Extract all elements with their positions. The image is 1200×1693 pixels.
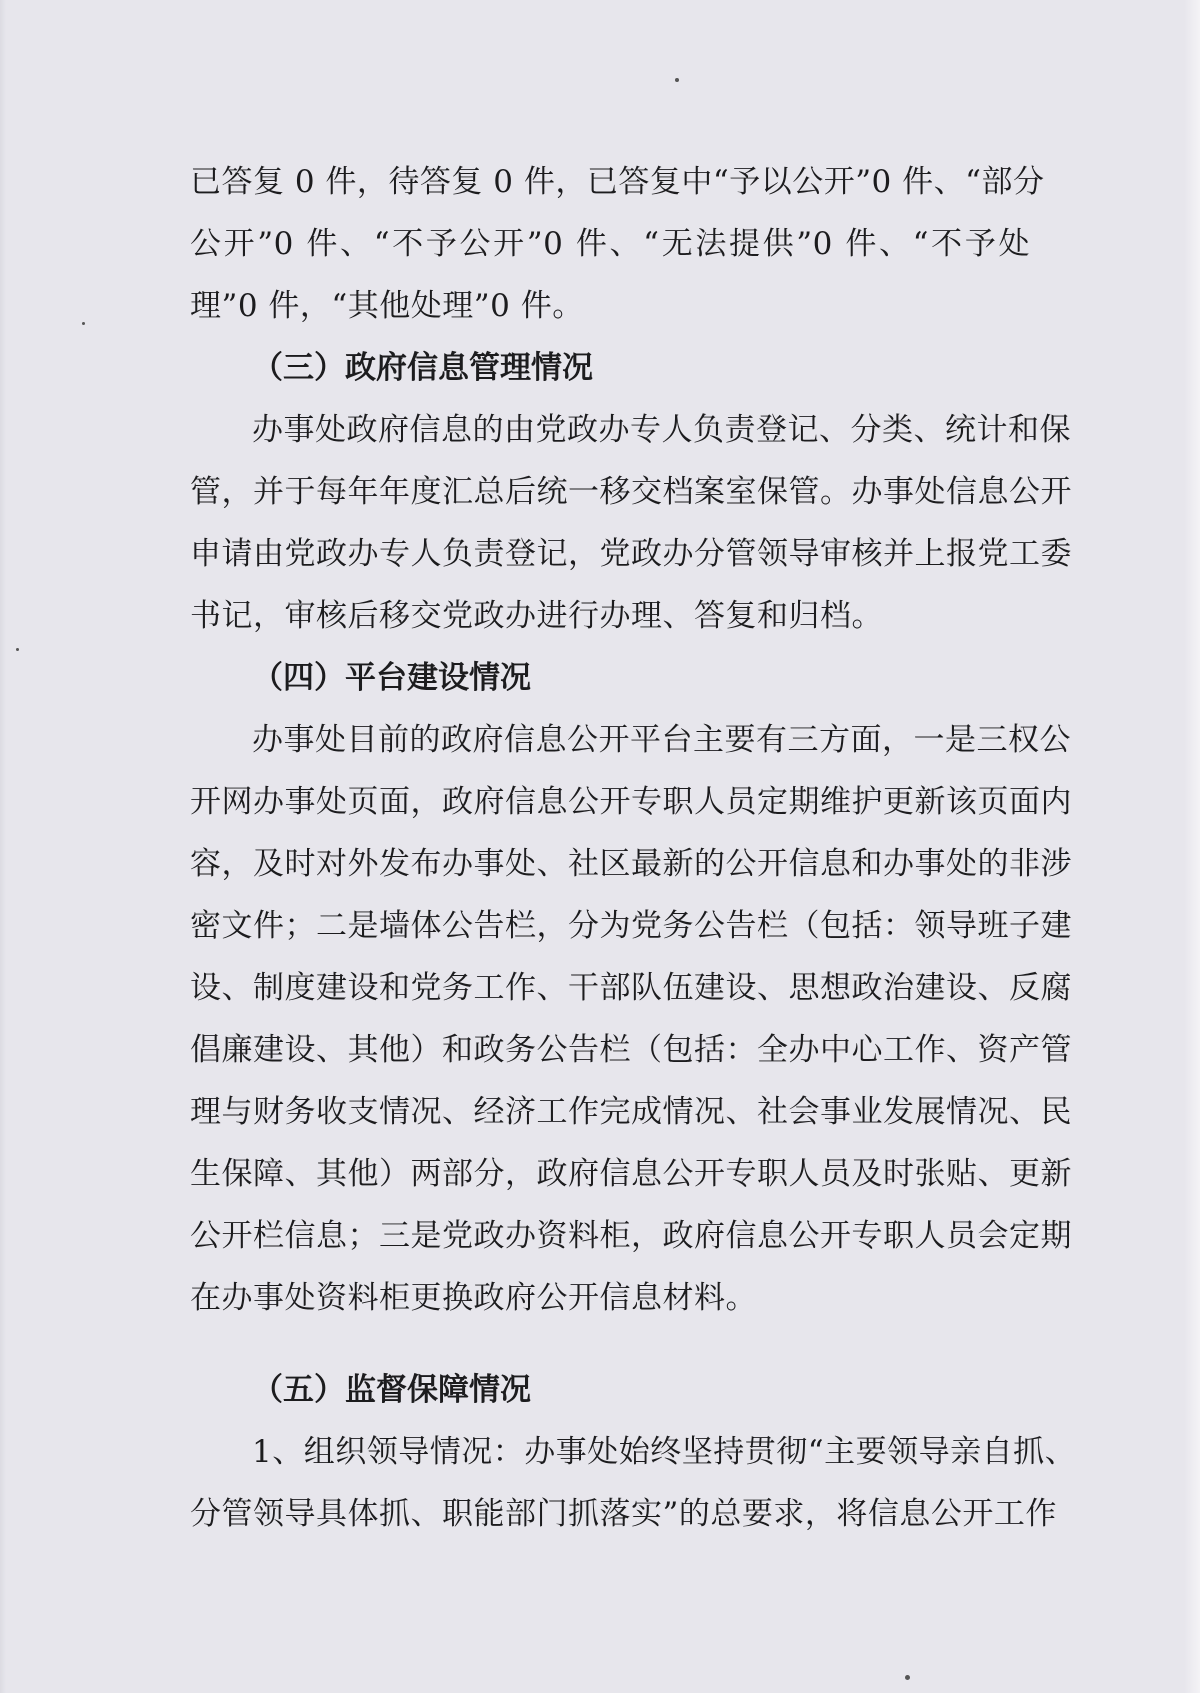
paragraph-line: 设、制度建设和党务工作、干部队伍建设、思想政治建设、反腐: [190, 970, 1072, 1006]
scan-speck: [16, 648, 19, 651]
paragraph-line: 生保障、其他）两部分，政府信息公开专职人员及时张贴、更新: [190, 1156, 1072, 1192]
section-heading-3: （三）政府信息管理情况: [252, 350, 593, 386]
paragraph-line: 公开栏信息；三是党政办资料柜，政府信息公开专职人员会定期: [190, 1218, 1072, 1254]
paragraph-line: 倡廉建设、其他）和政务公告栏（包括：全办中心工作、资产管: [190, 1032, 1072, 1068]
paragraph-line: 在办事处资料柜更换政府公开信息材料。: [190, 1280, 757, 1316]
paragraph-line: 已答复 0 件，待答复 0 件，已答复中“予以公开”0 件、“部分: [190, 164, 1045, 200]
paragraph-line: 管，并于每年年度汇总后统一移交档案室保管。办事处信息公开: [190, 474, 1072, 510]
paragraph-line: 容，及时对外发布办事处、社区最新的公开信息和办事处的非涉: [190, 846, 1072, 882]
scan-speck: [82, 322, 85, 325]
paragraph-line: 理”0 件，“其他处理”0 件。: [190, 288, 584, 324]
section-heading-4: （四）平台建设情况: [252, 660, 531, 696]
paragraph-line: 办事处目前的政府信息公开平台主要有三方面，一是三权公: [252, 722, 1071, 758]
paragraph-line: 书记，审核后移交党政办进行办理、答复和归档。: [190, 598, 883, 634]
paragraph-line: 公开”0 件、“不予公开”0 件、“无法提供”0 件、“不予处: [190, 226, 1030, 262]
paragraph-line: 密文件；二是墙体公告栏，分为党务公告栏（包括：领导班子建: [190, 908, 1072, 944]
scan-speck: [675, 78, 679, 82]
scan-speck: [905, 1675, 910, 1680]
paragraph-line: 办事处政府信息的由党政办专人负责登记、分类、统计和保: [252, 412, 1071, 448]
paragraph-line: 分管领导具体抓、职能部门抓落实”的总要求，将信息公开工作: [190, 1496, 1057, 1532]
paragraph-line: 1、组织领导情况：办事处始终坚持贯彻“主要领导亲自抓、: [252, 1434, 1077, 1470]
paragraph-line: 理与财务收支情况、经济工作完成情况、社会事业发展情况、民: [190, 1094, 1072, 1130]
paragraph-line: 开网办事处页面，政府信息公开专职人员定期维护更新该页面内: [190, 784, 1072, 820]
paragraph-line: 申请由党政办专人负责登记，党政办分管领导审核并上报党工委: [190, 536, 1072, 572]
section-heading-5: （五）监督保障情况: [252, 1372, 531, 1408]
